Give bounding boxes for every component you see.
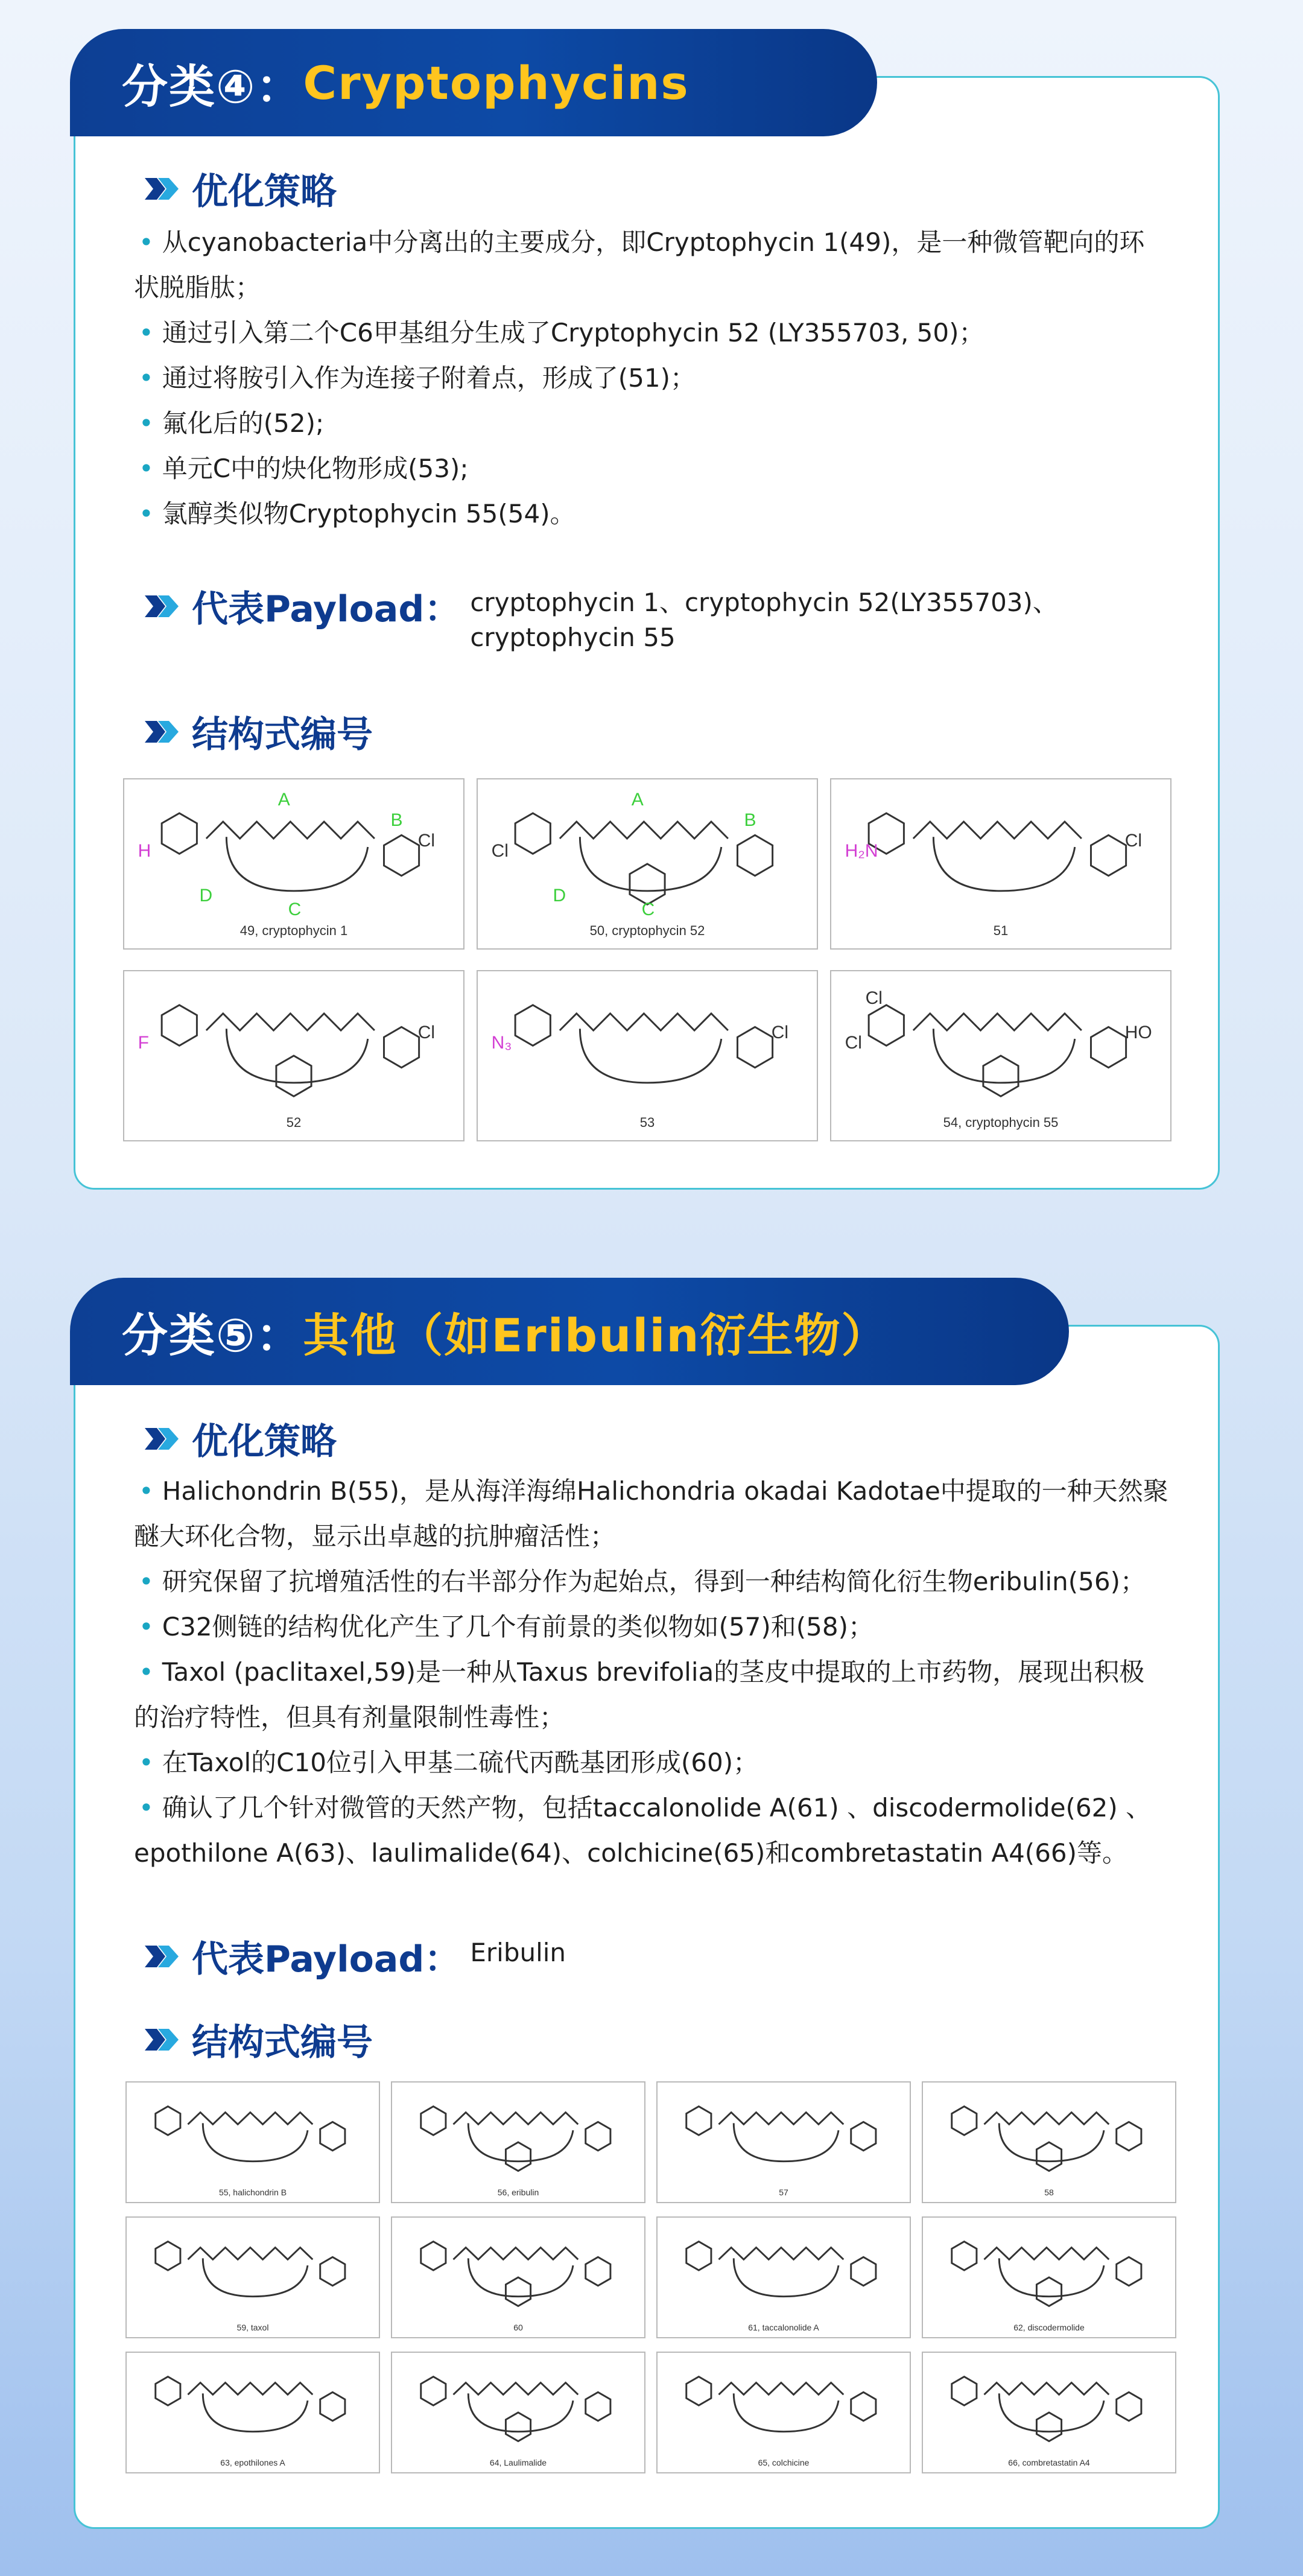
- strategy-item-text: 研究保留了抗增殖活性的右半部分作为起始点，得到一种结构简化衍生物eribulin(56)；: [162, 1567, 1146, 1596]
- structure-figure: [830, 778, 1171, 950]
- substituent-label: Cl: [417, 831, 436, 851]
- payload-values: Eribulin: [470, 1938, 566, 1967]
- region-label: D: [553, 886, 566, 906]
- structure-caption: 51: [993, 923, 1009, 938]
- strategy-item-text: 单元C中的炔化物形成(53);: [162, 454, 469, 483]
- strategy-item: [134, 310, 1169, 355]
- strategy-item-text: Halichondrin B(55)，是从海洋海绵Halichondria okadai Kadotae中提取的一种天然聚醚大环化合物，显示出卓越的抗肿瘤活性；: [134, 1476, 1168, 1551]
- bullet-dot-icon: •: [139, 1793, 154, 1823]
- bullet-dot-icon: •: [139, 1657, 154, 1687]
- structure-figure: [125, 2081, 380, 2203]
- substituent-label: N₃: [491, 1033, 512, 1053]
- structure-caption: 66, combretastatin A4: [1008, 2458, 1090, 2467]
- double-chevron-icon: [144, 176, 181, 202]
- structure-heading: 结构式编号: [144, 2014, 373, 2066]
- strategy-item: [134, 401, 1169, 446]
- strategy-item-text: 通过引入第二个C6甲基组分生成了Cryptophycin 52 (LY355703, 50)；: [162, 318, 984, 347]
- structure-figure: [656, 2352, 911, 2473]
- structure-caption: 49, cryptophycin 1: [239, 923, 348, 938]
- structure-heading: 结构式编号: [144, 706, 373, 758]
- structure-figure: [391, 2081, 645, 2203]
- strategy-item: [134, 1740, 1169, 1785]
- structure-figure: [477, 970, 818, 1141]
- strategy-heading: 优化策略: [144, 163, 337, 215]
- molecule-drawing: [392, 2218, 644, 2337]
- structure-caption: 58: [1044, 2187, 1054, 2197]
- payload-heading: 代表Payload：: [144, 580, 460, 632]
- structure-figure: [391, 2216, 645, 2338]
- strategy-item: [134, 1559, 1169, 1604]
- structure-figure: [656, 2216, 911, 2338]
- region-label: A: [277, 790, 290, 810]
- payload-values: cryptophycin 1、cryptophycin 52(LY355703)、 cryptophycin 55: [470, 588, 1058, 652]
- structure-figure: [123, 970, 464, 1141]
- structure-caption: 55, halichondrin B: [218, 2187, 287, 2197]
- structure-caption: 64, Laulimalide: [489, 2458, 547, 2467]
- structure-figure: [125, 2216, 380, 2338]
- region-label: A: [631, 790, 644, 810]
- strategy-item: [134, 355, 1169, 401]
- strategy-item-text: C32侧链的结构优化产生了几个有前景的类似物如(57)和(58)；: [162, 1612, 873, 1642]
- bullet-dot-icon: •: [139, 1476, 154, 1506]
- region-label: D: [199, 886, 213, 906]
- bullet-dot-icon: •: [139, 227, 154, 257]
- substituent-label: F: [138, 1033, 149, 1053]
- strategy-list: [134, 1468, 1169, 1876]
- molecule-drawing: [658, 2353, 910, 2472]
- region-label: B: [744, 810, 756, 831]
- banner-highlight: 其他（如Eribulin衍生物）: [303, 1308, 889, 1362]
- structure-caption: 63, epothilones A: [220, 2458, 285, 2467]
- structure-figure: [123, 778, 464, 950]
- double-chevron-icon: [144, 2026, 181, 2053]
- structure-caption: 54, cryptophycin 55: [943, 1115, 1059, 1130]
- structure-figure: [922, 2352, 1176, 2473]
- strategy-list: [134, 220, 1169, 536]
- region-label: C: [641, 899, 655, 919]
- category-4-banner: [70, 29, 877, 136]
- substituent-label: H: [138, 841, 151, 861]
- bullet-dot-icon: •: [139, 318, 154, 347]
- bullet-dot-icon: •: [139, 1612, 154, 1642]
- strategy-item: [134, 446, 1169, 491]
- structure-figure: [656, 2081, 911, 2203]
- strategy-item: [134, 1649, 1169, 1740]
- substituent-label: Cl: [417, 1023, 436, 1043]
- structure-caption: 56, eribulin: [497, 2187, 539, 2197]
- substituent-label: HO: [1124, 1023, 1152, 1043]
- strategy-item-text: 氟化后的(52);: [162, 408, 325, 438]
- strategy-item: [134, 1604, 1169, 1649]
- region-label: C: [288, 899, 302, 919]
- molecule-drawing: [923, 2353, 1175, 2472]
- double-chevron-icon: [144, 1943, 181, 1970]
- substituent-label: Cl: [865, 988, 883, 1009]
- substituent-label: Cl: [491, 841, 509, 861]
- strategy-item-text: 通过将胺引入作为连接子附着点，形成了(51)；: [162, 363, 696, 393]
- structure-figure: [922, 2081, 1176, 2203]
- strategy-item-text: 在Taxol的C10位引入甲基二硫代丙酰基团形成(60)；: [162, 1748, 759, 1777]
- structure-caption: 57: [779, 2187, 788, 2197]
- molecule-drawing: [923, 2218, 1175, 2337]
- region-label: B: [390, 810, 403, 831]
- payload-heading: 代表Payload：: [144, 1930, 460, 1982]
- molecule-drawing: [392, 2083, 644, 2202]
- structure-caption: 60: [513, 2323, 523, 2332]
- strategy-item-text: 确认了几个针对微管的天然产物，包括taccalonolide A(61) 、discodermolide(62) 、epothilone A(63)、laulimalide(64)、colchicine(65)和combretastatin A4(66)等。: [134, 1793, 1152, 1868]
- structure-caption: 65, colchicine: [758, 2458, 810, 2467]
- double-chevron-icon: [144, 593, 181, 620]
- strategy-item-text: 氯醇类似物Cryptophycin 55(54)。: [162, 499, 575, 528]
- bullet-dot-icon: •: [139, 454, 154, 483]
- structure-caption: 62, discodermolide: [1013, 2323, 1085, 2332]
- structure-figure: [125, 2352, 380, 2473]
- structure-caption: 59, taxol: [236, 2323, 269, 2332]
- substituent-label: Cl: [771, 1023, 789, 1043]
- structure-caption: 52: [286, 1115, 302, 1130]
- molecule-drawing: [658, 2218, 910, 2337]
- banner-prefix: 分类④：: [122, 59, 303, 113]
- molecule-drawing: [392, 2353, 644, 2472]
- bullet-dot-icon: •: [139, 1567, 154, 1596]
- payload-row: [144, 580, 1058, 655]
- double-chevron-icon: [144, 719, 181, 745]
- strategy-heading: 优化策略: [144, 1413, 337, 1465]
- structure-caption: 53: [639, 1115, 655, 1130]
- strategy-item-text: 从cyanobacteria中分离出的主要成分，即Cryptophycin 1(49)，是一种微管靶向的环状脱脂肽；: [134, 227, 1145, 302]
- double-chevron-icon: [144, 1426, 181, 1452]
- banner-highlight: Cryptophycins: [303, 56, 690, 110]
- strategy-item: [134, 1468, 1169, 1559]
- strategy-item: [134, 1785, 1169, 1876]
- structure-figure: [922, 2216, 1176, 2338]
- molecule-drawing: [923, 2083, 1175, 2202]
- substituent-label: H₂N: [845, 841, 878, 861]
- molecule-drawing: [658, 2083, 910, 2202]
- structure-figure: [477, 778, 818, 950]
- bullet-dot-icon: •: [139, 499, 154, 528]
- strategy-item: [134, 491, 1169, 536]
- structure-caption: 61, taccalonolide A: [748, 2323, 819, 2332]
- payload-row: [144, 1930, 566, 1982]
- bullet-dot-icon: •: [139, 363, 154, 393]
- banner-prefix: 分类⑤：: [122, 1308, 303, 1362]
- strategy-item-text: Taxol (paclitaxel,59)是一种从Taxus brevifolia的茎皮中提取的上市药物，展现出积极的治疗特性，但具有剂量限制性毒性；: [134, 1657, 1145, 1732]
- molecule-drawing: [127, 2083, 379, 2202]
- substituent-label: Cl: [1124, 831, 1143, 851]
- structure-figure: [391, 2352, 645, 2473]
- substituent-label: Cl: [845, 1033, 862, 1053]
- structure-caption: 50, cryptophycin 52: [589, 923, 705, 938]
- structure-figure: [830, 970, 1171, 1141]
- category-5-banner: [70, 1278, 1069, 1385]
- molecule-drawing: [127, 2218, 379, 2337]
- bullet-dot-icon: •: [139, 408, 154, 438]
- molecule-drawing: [127, 2353, 379, 2472]
- bullet-dot-icon: •: [139, 1748, 154, 1777]
- strategy-item: [134, 220, 1169, 310]
